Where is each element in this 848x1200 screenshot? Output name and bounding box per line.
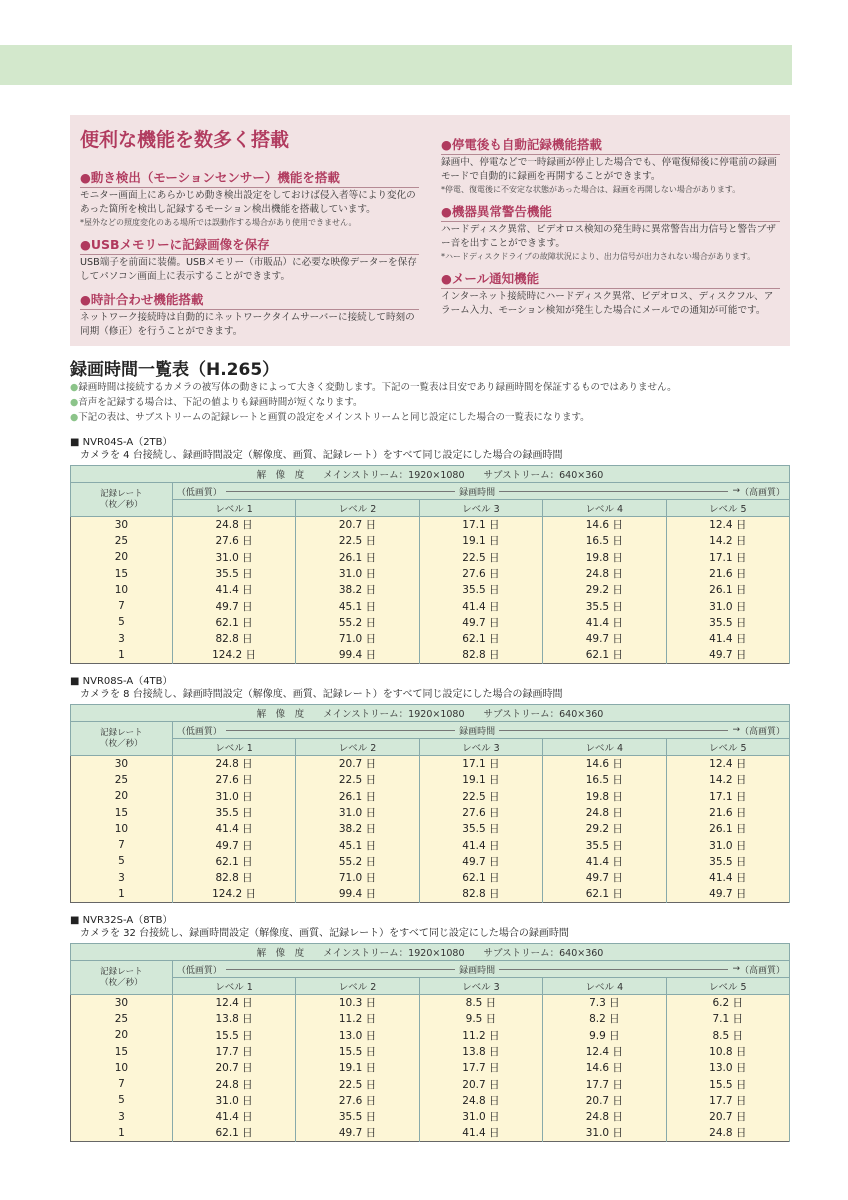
level-header: レベル 1	[172, 500, 295, 517]
feature-heading: ●機器異常警告機能	[441, 202, 780, 222]
table-description: カメラを 8 台接続し、録画時間設定（解像度、画質、記録レート）をすべて同じ設定にした場合の録画時間	[80, 689, 563, 700]
time-cell: 14.2 日	[666, 772, 789, 788]
time-cell: 14.6 日	[543, 1060, 666, 1076]
time-cell: 41.4 日	[543, 614, 666, 630]
low-quality-label: （低画質）	[176, 965, 222, 976]
time-cell: 24.8 日	[419, 1092, 542, 1108]
feature-item	[80, 168, 419, 229]
time-cell: 19.8 日	[543, 788, 666, 804]
model-label: ■ NVR08S-A（4TB）	[70, 676, 173, 687]
table-row	[71, 1043, 790, 1059]
time-cell: 22.5 日	[419, 788, 542, 804]
table-row	[71, 870, 790, 886]
rate-cell: 7	[71, 837, 173, 853]
table-row	[71, 1027, 790, 1043]
features-title: 便利な機能を数多く搭載	[80, 129, 290, 151]
rate-cell: 15	[71, 804, 173, 820]
rate-cell: 25	[71, 1011, 173, 1027]
rate-cell: 20	[71, 1027, 173, 1043]
time-cell: 41.4 日	[172, 1109, 295, 1125]
level-header: レベル 4	[543, 978, 666, 995]
feature-body: インターネット接続時にハードディスク異常、ビデオロス、ディスクフル、アラーム入力、モーション検知が発生した場合にメールでの通知が可能です。	[441, 291, 774, 316]
table-row	[71, 1109, 790, 1125]
time-cell: 12.4 日	[666, 756, 789, 772]
feature-note: *ハードディスクドライブの故障状況により、出力信号が出力されない場合があります。	[441, 252, 756, 261]
time-cell: 26.1 日	[666, 582, 789, 598]
table-row	[71, 821, 790, 837]
time-cell: 31.0 日	[296, 804, 419, 820]
time-cell: 41.4 日	[172, 821, 295, 837]
time-cell: 49.7 日	[296, 1125, 419, 1141]
time-cell: 38.2 日	[296, 821, 419, 837]
time-cell: 49.7 日	[666, 647, 789, 663]
time-cell: 24.8 日	[666, 1125, 789, 1141]
table-row	[71, 995, 790, 1011]
time-cell: 17.7 日	[172, 1043, 295, 1059]
level-header: レベル 2	[296, 739, 419, 756]
time-cell: 124.2 日	[172, 886, 295, 902]
time-cell: 21.6 日	[666, 565, 789, 581]
rate-cell: 1	[71, 1125, 173, 1141]
table-row	[71, 853, 790, 869]
time-cell: 19.8 日	[543, 549, 666, 565]
recording-time-label: 録画時間	[459, 487, 496, 498]
high-quality-label: （高画質）	[739, 487, 785, 498]
time-cell: 20.7 日	[172, 1060, 295, 1076]
arrow-line	[499, 969, 728, 970]
time-cell: 16.5 日	[543, 533, 666, 549]
table-row	[71, 517, 790, 533]
time-cell: 62.1 日	[419, 870, 542, 886]
rate-cell: 10	[71, 821, 173, 837]
time-cell: 82.8 日	[419, 886, 542, 902]
time-cell: 71.0 日	[296, 631, 419, 647]
time-cell: 8.2 日	[543, 1011, 666, 1027]
time-cell: 20.7 日	[296, 517, 419, 533]
rate-cell: 25	[71, 772, 173, 788]
time-cell: 24.8 日	[172, 1076, 295, 1092]
table-row	[71, 1125, 790, 1141]
time-cell: 31.0 日	[296, 565, 419, 581]
feature-body: USB端子を前面に装備。USBメモリー（市販品）に必要な映像データーを保存してパソコン画面上に表示することができます。	[80, 257, 417, 282]
recording-section	[70, 355, 800, 425]
table-row	[71, 788, 790, 804]
rate-cell: 7	[71, 598, 173, 614]
time-cell: 16.5 日	[543, 772, 666, 788]
time-cell: 12.4 日	[666, 517, 789, 533]
table-row	[71, 1092, 790, 1108]
time-cell: 31.0 日	[172, 1092, 295, 1108]
feature-body: モニター画面上にあらかじめ動き検出設定をしておけば侵入者等により変化のあった箇所を検出し記録するモーション検出機能を搭載しています。	[80, 190, 416, 215]
time-cell: 6.2 日	[666, 995, 789, 1011]
time-cell: 9.5 日	[419, 1011, 542, 1027]
level-header: レベル 3	[419, 500, 542, 517]
time-cell: 41.4 日	[666, 870, 789, 886]
time-cell: 26.1 日	[296, 788, 419, 804]
table-description: カメラを 32 台接続し、録画時間設定（解像度、画質、記録レート）をすべて同じ設定にした場合の録画時間	[80, 928, 569, 939]
table-row	[71, 1011, 790, 1027]
time-cell: 82.8 日	[172, 631, 295, 647]
feature-item	[80, 290, 419, 339]
table-row	[71, 772, 790, 788]
time-cell: 13.0 日	[666, 1060, 789, 1076]
time-cell: 41.4 日	[666, 631, 789, 647]
time-cell: 82.8 日	[419, 647, 542, 663]
feature-note: *屋外などの照度変化のある場所では誤動作する場合があり使用できません。	[80, 218, 357, 227]
time-cell: 62.1 日	[543, 886, 666, 902]
time-cell: 15.5 日	[296, 1043, 419, 1059]
low-quality-label: （低画質）	[176, 487, 222, 498]
feature-heading: ●時計合わせ機能搭載	[80, 290, 419, 310]
model-label: ■ NVR04S-A（2TB）	[70, 437, 173, 448]
time-cell: 27.6 日	[172, 772, 295, 788]
rate-cell: 20	[71, 549, 173, 565]
time-cell: 45.1 日	[296, 837, 419, 853]
feature-heading: ●メール通知機能	[441, 269, 780, 289]
table-row	[71, 1060, 790, 1076]
time-cell: 82.8 日	[172, 870, 295, 886]
rate-header: 記録レート （枚／秒）	[71, 483, 173, 517]
time-cell: 24.8 日	[543, 804, 666, 820]
time-cell: 17.7 日	[666, 1092, 789, 1108]
feature-heading: ●停電後も自動記録機能搭載	[441, 135, 780, 155]
time-cell: 31.0 日	[172, 549, 295, 565]
time-cell: 20.7 日	[666, 1109, 789, 1125]
time-cell: 49.7 日	[419, 614, 542, 630]
time-cell: 17.1 日	[666, 788, 789, 804]
table-description: カメラを 4 台接続し、録画時間設定（解像度、画質、記録レート）をすべて同じ設定にした場合の録画時間	[80, 450, 563, 461]
time-cell: 41.4 日	[419, 598, 542, 614]
level-header: レベル 1	[172, 739, 295, 756]
level-header: レベル 3	[419, 978, 542, 995]
recording-table	[70, 943, 790, 1142]
feature-body: 録画中、停電などで一時録画が停止した場合でも、停電復帰後に停電前の録画モードで自動的に録画を再開することができます。	[441, 157, 777, 182]
time-cell: 22.5 日	[419, 549, 542, 565]
time-cell: 24.8 日	[543, 1109, 666, 1125]
table-row	[71, 582, 790, 598]
rate-cell: 25	[71, 533, 173, 549]
level-header: レベル 5	[666, 739, 789, 756]
time-cell: 15.5 日	[172, 1027, 295, 1043]
table-row	[71, 565, 790, 581]
table-row	[71, 837, 790, 853]
time-cell: 55.2 日	[296, 614, 419, 630]
time-cell: 27.6 日	[419, 804, 542, 820]
table-row	[71, 631, 790, 647]
time-cell: 71.0 日	[296, 870, 419, 886]
rate-cell: 5	[71, 853, 173, 869]
time-cell: 20.7 日	[419, 1076, 542, 1092]
level-header: レベル 5	[666, 978, 789, 995]
time-cell: 27.6 日	[296, 1092, 419, 1108]
table-row	[71, 756, 790, 772]
time-cell: 11.2 日	[296, 1011, 419, 1027]
time-cell: 17.1 日	[666, 549, 789, 565]
time-cell: 10.3 日	[296, 995, 419, 1011]
table-row	[71, 549, 790, 565]
table-row	[71, 647, 790, 663]
time-cell: 24.8 日	[172, 517, 295, 533]
rate-header: 記録レート （枚／秒）	[71, 961, 173, 995]
time-cell: 19.1 日	[296, 1060, 419, 1076]
time-cell: 13.0 日	[296, 1027, 419, 1043]
feature-item	[441, 202, 780, 263]
table-row	[71, 1076, 790, 1092]
time-cell: 26.1 日	[296, 549, 419, 565]
rate-cell: 1	[71, 886, 173, 902]
low-quality-label: （低画質）	[176, 726, 222, 737]
time-cell: 19.1 日	[419, 772, 542, 788]
arrow-line	[226, 491, 455, 492]
table-row	[71, 804, 790, 820]
time-cell: 26.1 日	[666, 821, 789, 837]
recording-table	[70, 465, 790, 664]
time-cell: 7.1 日	[666, 1011, 789, 1027]
time-cell: 11.2 日	[419, 1027, 542, 1043]
feature-item	[441, 269, 780, 318]
arrow-right-icon: →	[732, 964, 740, 974]
level-header: レベル 2	[296, 500, 419, 517]
rate-cell: 3	[71, 631, 173, 647]
resolution-header: 解 像 度 メインストリーム：1920×1080 サブストリーム：640×360	[71, 944, 790, 961]
time-cell: 29.2 日	[543, 821, 666, 837]
time-cell: 99.4 日	[296, 886, 419, 902]
time-cell: 55.2 日	[296, 853, 419, 869]
time-cell: 7.3 日	[543, 995, 666, 1011]
level-header: レベル 4	[543, 500, 666, 517]
time-cell: 49.7 日	[172, 598, 295, 614]
time-cell: 35.5 日	[172, 565, 295, 581]
arrow-line	[499, 730, 728, 731]
time-cell: 62.1 日	[172, 853, 295, 869]
header-band	[0, 45, 792, 85]
time-cell: 49.7 日	[666, 886, 789, 902]
feature-note: *停電、復電後に不安定な状態があった場合は、録画を再開しない場合があります。	[441, 185, 741, 194]
time-cell: 14.2 日	[666, 533, 789, 549]
time-cell: 35.5 日	[666, 614, 789, 630]
resolution-header: 解 像 度 メインストリーム：1920×1080 サブストリーム：640×360	[71, 466, 790, 483]
rate-cell: 30	[71, 517, 173, 533]
time-cell: 20.7 日	[296, 756, 419, 772]
time-cell: 27.6 日	[419, 565, 542, 581]
time-cell: 31.0 日	[666, 837, 789, 853]
time-cell: 31.0 日	[666, 598, 789, 614]
features-right-column	[441, 129, 780, 339]
rate-header: 記録レート （枚／秒）	[71, 722, 173, 756]
rate-cell: 10	[71, 1060, 173, 1076]
note-bullet: ● 録画時間は接続するカメラの被写体の動きによって大きく変動します。下記の一覧表は目安であり録画時間を保証するものではありません。	[70, 380, 800, 395]
time-cell: 62.1 日	[543, 647, 666, 663]
recording-table-block	[70, 675, 790, 903]
time-cell: 35.5 日	[419, 582, 542, 598]
time-cell: 13.8 日	[172, 1011, 295, 1027]
rate-cell: 15	[71, 565, 173, 581]
time-cell: 124.2 日	[172, 647, 295, 663]
rate-cell: 3	[71, 870, 173, 886]
time-cell: 49.7 日	[172, 837, 295, 853]
recording-title: 録画時間一覧表（H.265）	[70, 360, 280, 380]
table-row	[71, 886, 790, 902]
time-cell: 8.5 日	[419, 995, 542, 1011]
rate-cell: 7	[71, 1076, 173, 1092]
time-cell: 31.0 日	[172, 788, 295, 804]
rate-cell: 30	[71, 995, 173, 1011]
time-cell: 17.1 日	[419, 517, 542, 533]
time-cell: 17.1 日	[419, 756, 542, 772]
time-cell: 17.7 日	[419, 1060, 542, 1076]
table-row	[71, 533, 790, 549]
time-cell: 29.2 日	[543, 582, 666, 598]
level-header: レベル 5	[666, 500, 789, 517]
level-header: レベル 1	[172, 978, 295, 995]
time-cell: 10.8 日	[666, 1043, 789, 1059]
time-cell: 38.2 日	[296, 582, 419, 598]
level-header: レベル 2	[296, 978, 419, 995]
features-panel	[70, 115, 790, 346]
level-header: レベル 3	[419, 739, 542, 756]
rate-cell: 30	[71, 756, 173, 772]
rate-cell: 10	[71, 582, 173, 598]
time-cell: 35.5 日	[543, 598, 666, 614]
table-row	[71, 598, 790, 614]
arrow-line	[226, 730, 455, 731]
time-cell: 35.5 日	[419, 821, 542, 837]
time-cell: 31.0 日	[419, 1109, 542, 1125]
time-cell: 14.6 日	[543, 756, 666, 772]
feature-heading: ●動き検出（モーションセンサー）機能を搭載	[80, 168, 419, 188]
time-cell: 13.8 日	[419, 1043, 542, 1059]
features-left-column	[80, 162, 419, 339]
time-cell: 62.1 日	[172, 614, 295, 630]
time-cell: 15.5 日	[666, 1076, 789, 1092]
rate-cell: 20	[71, 788, 173, 804]
time-cell: 31.0 日	[543, 1125, 666, 1141]
time-cell: 41.4 日	[543, 853, 666, 869]
level-header: レベル 4	[543, 739, 666, 756]
time-cell: 35.5 日	[666, 853, 789, 869]
rate-cell: 5	[71, 614, 173, 630]
high-quality-label: （高画質）	[739, 726, 785, 737]
arrow-right-icon: →	[732, 725, 740, 735]
feature-item	[80, 235, 419, 284]
recording-time-label: 録画時間	[459, 726, 496, 737]
arrow-line	[226, 969, 455, 970]
time-cell: 99.4 日	[296, 647, 419, 663]
model-label: ■ NVR32S-A（8TB）	[70, 915, 173, 926]
time-cell: 20.7 日	[543, 1092, 666, 1108]
feature-body: ネットワーク接続時は自動的にネットワークタイムサーバーに接続して時刻の同期（修正）を行うことができます。	[80, 312, 415, 337]
table-row	[71, 614, 790, 630]
time-cell: 17.7 日	[543, 1076, 666, 1092]
time-cell: 19.1 日	[419, 533, 542, 549]
note-bullet: ● 音声を記録する場合は、下記の値よりも録画時間が短くなります。	[70, 395, 800, 410]
rate-cell: 1	[71, 647, 173, 663]
time-cell: 24.8 日	[543, 565, 666, 581]
feature-heading: ●USBメモリーに記録画像を保存	[80, 235, 419, 255]
time-cell: 35.5 日	[543, 837, 666, 853]
recording-time-label: 録画時間	[459, 965, 496, 976]
arrow-line	[499, 491, 728, 492]
time-cell: 9.9 日	[543, 1027, 666, 1043]
time-cell: 49.7 日	[543, 870, 666, 886]
recording-table-block	[70, 914, 790, 1142]
time-cell: 35.5 日	[296, 1109, 419, 1125]
time-cell: 35.5 日	[172, 804, 295, 820]
time-cell: 21.6 日	[666, 804, 789, 820]
note-bullet: ● 下記の表は、サブストリームの記録レートと画質の設定をメインストリームと同じ設定にした場合の一覧表になります。	[70, 410, 800, 425]
recording-table-block	[70, 436, 790, 664]
time-cell: 41.4 日	[419, 1125, 542, 1141]
rate-cell: 5	[71, 1092, 173, 1108]
time-cell: 62.1 日	[419, 631, 542, 647]
rate-cell: 15	[71, 1043, 173, 1059]
time-cell: 27.6 日	[172, 533, 295, 549]
rate-cell: 3	[71, 1109, 173, 1125]
time-cell: 22.5 日	[296, 772, 419, 788]
time-cell: 41.4 日	[419, 837, 542, 853]
high-quality-label: （高画質）	[740, 965, 786, 976]
time-cell: 22.5 日	[296, 533, 419, 549]
feature-item	[441, 135, 780, 196]
time-cell: 22.5 日	[296, 1076, 419, 1092]
time-cell: 24.8 日	[172, 756, 295, 772]
time-cell: 45.1 日	[296, 598, 419, 614]
time-cell: 14.6 日	[543, 517, 666, 533]
time-cell: 49.7 日	[419, 853, 542, 869]
time-cell: 8.5 日	[666, 1027, 789, 1043]
time-cell: 12.4 日	[543, 1043, 666, 1059]
time-cell: 49.7 日	[543, 631, 666, 647]
time-cell: 12.4 日	[172, 995, 295, 1011]
recording-table	[70, 704, 790, 903]
arrow-right-icon: →	[732, 486, 740, 496]
resolution-header: 解 像 度 メインストリーム：1920×1080 サブストリーム：640×360	[71, 705, 790, 722]
feature-body: ハードディスク異常、ビデオロス検知の発生時に異常警告出力信号と警告ブザー音を出すことができます。	[441, 224, 776, 249]
time-cell: 41.4 日	[172, 582, 295, 598]
time-cell: 62.1 日	[172, 1125, 295, 1141]
